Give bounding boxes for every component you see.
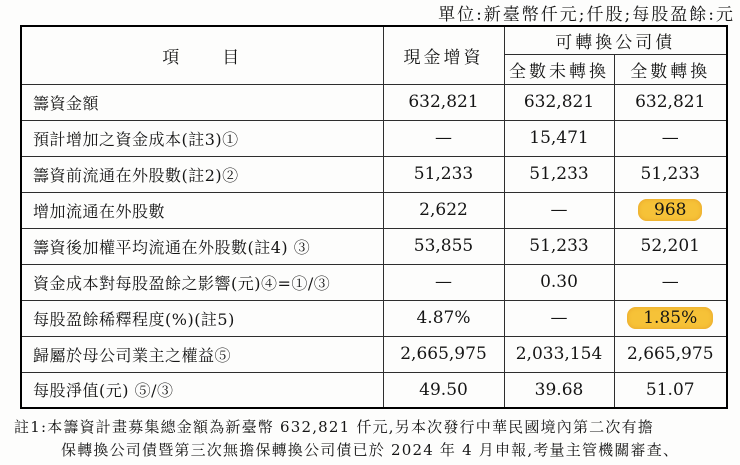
cell-value: — xyxy=(661,128,679,148)
converted-value xyxy=(614,228,727,264)
row-label: 籌資金額 xyxy=(21,84,383,120)
cell-value: 2,665,975 xyxy=(626,344,714,364)
cash-value xyxy=(383,84,504,120)
cell-value: 51,233 xyxy=(529,236,589,256)
table-row xyxy=(21,300,727,336)
cell-value: — xyxy=(661,272,679,292)
row-label: 每股淨值(元) ⑤/③ xyxy=(21,372,383,408)
cell-value: 52,201 xyxy=(640,236,700,256)
converted-value xyxy=(614,372,727,408)
highlight-mark: 968 xyxy=(638,199,702,221)
unconverted-value xyxy=(504,192,614,228)
cash-value xyxy=(383,192,504,228)
cell-value: 51,233 xyxy=(413,164,474,184)
table-row xyxy=(21,84,727,120)
cell-value: — xyxy=(550,200,568,220)
table-row xyxy=(21,336,727,372)
cell-value: 0.30 xyxy=(540,272,578,292)
unconverted-value xyxy=(504,120,614,156)
unconverted-value xyxy=(504,300,614,336)
cell-value: 39.68 xyxy=(534,379,584,400)
table-row xyxy=(21,372,727,408)
cash-value xyxy=(383,300,504,336)
table-row xyxy=(21,156,727,192)
unconverted-value xyxy=(504,156,614,192)
row-label: 增加流通在外股數 xyxy=(21,192,383,228)
cell-value: 51.07 xyxy=(645,379,695,400)
unconverted-value xyxy=(504,372,614,408)
col-header-item: 項 目 xyxy=(21,26,383,84)
cell-value: — xyxy=(435,272,452,292)
unconverted-value xyxy=(504,336,614,372)
footnote xyxy=(14,416,738,462)
cell-value: 632,821 xyxy=(408,92,479,112)
cash-value xyxy=(383,372,504,408)
table-row xyxy=(21,264,727,300)
row-label: 預計增加之資金成本(註3)① xyxy=(21,120,383,156)
row-label: 籌資前流通在外股數(註2)② xyxy=(21,156,383,192)
footnote-prefix: 註1: xyxy=(14,418,48,436)
row-label: 每股盈餘稀釋程度(%)(註5) xyxy=(21,300,383,336)
cell-value: 53,855 xyxy=(413,236,474,256)
unconverted-value xyxy=(504,264,614,300)
cell-value: 15,471 xyxy=(529,128,589,148)
converted-value xyxy=(614,120,727,156)
cell-value: — xyxy=(435,128,452,148)
cash-value xyxy=(383,228,504,264)
cell-value: 4.87% xyxy=(416,308,471,328)
header-row-1 xyxy=(21,26,727,54)
converted-value xyxy=(614,192,727,228)
table-body xyxy=(21,84,727,408)
table-row xyxy=(21,120,727,156)
cash-value xyxy=(383,156,504,192)
converted-value xyxy=(614,264,727,300)
cell-value: — xyxy=(550,308,568,328)
footnote-line-2: 保轉換公司債暨第三次無擔保轉換公司債已於 2024 年 4 月申報,考量主管機關審查、 xyxy=(61,441,680,459)
unconverted-value xyxy=(504,228,614,264)
table-row xyxy=(21,228,727,264)
cell-value: 2,033,154 xyxy=(515,344,603,364)
table-header xyxy=(21,26,727,84)
row-label: 籌資後加權平均流通在外股數(註4) ③ xyxy=(21,228,383,264)
highlight-mark: 1.85% xyxy=(627,307,713,329)
cell-value: 632,821 xyxy=(635,92,706,112)
cell-value: 51,233 xyxy=(640,164,700,184)
converted-value xyxy=(614,84,727,120)
cell-value: 632,821 xyxy=(523,92,595,112)
cell-value: 2,622 xyxy=(419,200,468,220)
converted-value xyxy=(614,156,727,192)
funding-comparison-table xyxy=(20,25,728,409)
cell-value: 2,665,975 xyxy=(400,344,487,364)
unit-note: 單位:新臺幣仟元;仟股;每股盈餘:元 xyxy=(438,5,735,25)
cell-value: 51,233 xyxy=(529,164,589,184)
cash-value xyxy=(383,336,504,372)
footnote-text-1: 本籌資計畫募集總金額為新臺幣 632,821 仟元,另本次發行中華民國境內第二次有擔 xyxy=(47,418,654,436)
cash-value xyxy=(383,120,504,156)
cash-value xyxy=(383,264,504,300)
table-row xyxy=(21,192,727,228)
row-label: 歸屬於母公司業主之權益⑤ xyxy=(21,336,383,372)
unconverted-value xyxy=(504,84,614,120)
col-header-cb-unconverted: 全數未轉換 xyxy=(504,54,614,84)
row-label: 資金成本對每股盈餘之影響(元)④=①/③ xyxy=(21,264,383,300)
col-header-cb-converted: 全數轉換 xyxy=(614,54,727,84)
col-header-cash-increase: 現金增資 xyxy=(383,26,504,84)
footnote-line-1 xyxy=(14,416,738,439)
converted-value xyxy=(614,336,727,372)
cell-value: 49.50 xyxy=(419,379,468,400)
converted-value xyxy=(614,300,727,336)
col-header-convertible-bond-group: 可轉換公司債 xyxy=(504,26,727,54)
